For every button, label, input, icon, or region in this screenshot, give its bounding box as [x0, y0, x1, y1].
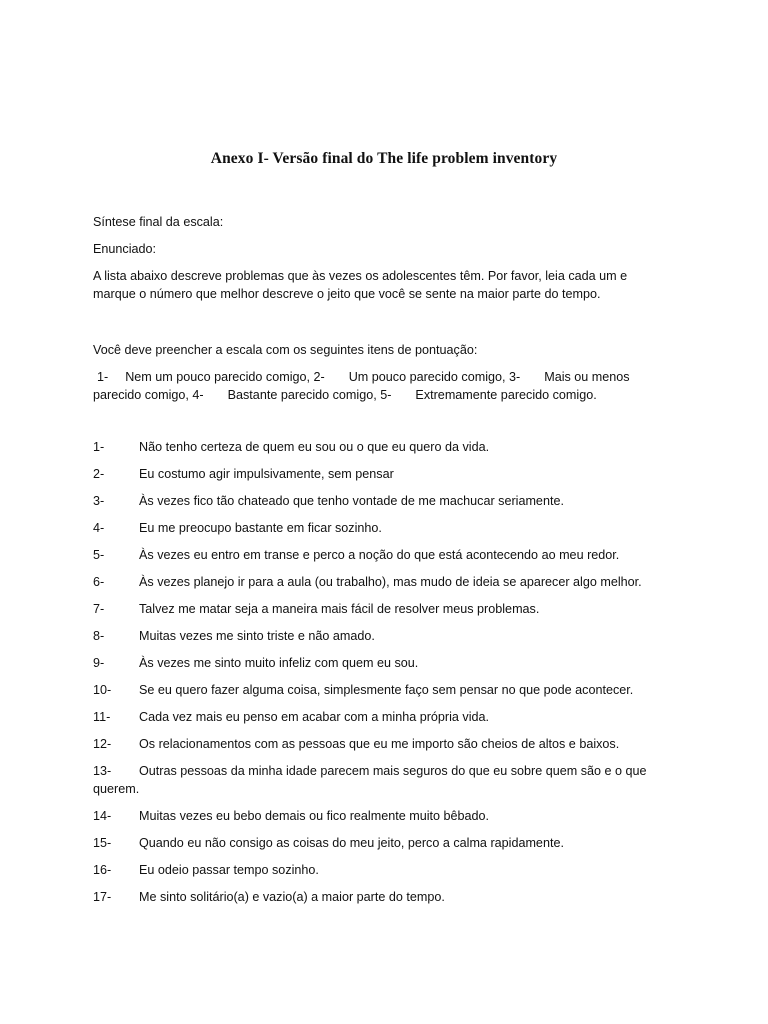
item-number: 6-	[93, 575, 105, 589]
scale-options-row	[93, 386, 673, 404]
intro-line: marque o número que melhor descreve o jeito que você se sente na maior parte do tempo.	[93, 287, 601, 301]
item-text: Às vezes me sinto muito infeliz com quem eu sou.	[139, 656, 419, 670]
list-item	[93, 708, 693, 726]
scale-options	[93, 368, 673, 404]
list-item	[93, 888, 693, 906]
scale-option-5: Extremamente parecido comigo.	[415, 388, 597, 402]
item-text: Talvez me matar seja a maneira mais fácil de resolver meus problemas.	[139, 602, 540, 616]
item-number: 14-	[93, 809, 112, 823]
synthesis-label: Síntese final da escala:	[93, 215, 224, 229]
scale-option-2: Um pouco parecido comigo, 3-	[348, 370, 521, 384]
scale-intro: Você deve preencher a escala com os seguintes itens de pontuação:	[93, 343, 478, 357]
list-item	[93, 627, 693, 645]
item-number: 8-	[93, 629, 105, 643]
scale-option-3-cont: parecido comigo, 4-	[93, 388, 204, 402]
item-text: Quando eu não consigo as coisas do meu jeito, perco a calma rapidamente.	[139, 836, 564, 850]
item-number: 13-	[93, 764, 112, 778]
list-item	[93, 573, 693, 591]
list-item	[93, 834, 693, 852]
item-number: 1-	[93, 440, 105, 454]
scale-option-3: Mais ou menos	[544, 370, 630, 384]
item-number: 17-	[93, 890, 112, 904]
item-text: Os relacionamentos com as pessoas que eu me importo são cheios de altos e baixos.	[139, 737, 620, 751]
document-title: Anexo I- Versão final do The life problem inventory	[210, 150, 558, 167]
item-text: Me sinto solitário(a) e vazio(a) a maior parte do tempo.	[139, 890, 445, 904]
list-item	[93, 807, 693, 825]
item-number: 12-	[93, 737, 112, 751]
list-item	[93, 546, 693, 564]
item-text: Eu me preocupo bastante em ficar sozinho.	[139, 521, 382, 535]
statement-label: Enunciado:	[93, 242, 157, 256]
item-number: 3-	[93, 494, 105, 508]
item-text: Muitas vezes me sinto triste e não amado.	[139, 629, 375, 643]
item-number: 15-	[93, 836, 112, 850]
item-text: Cada vez mais eu penso em acabar com a minha própria vida.	[139, 710, 490, 724]
scale-option-1: Nem um pouco parecido comigo, 2-	[125, 370, 325, 384]
item-number: 10-	[93, 683, 112, 697]
item-text: Não tenho certeza de quem eu sou ou o que eu quero da vida.	[139, 440, 490, 454]
list-item	[93, 438, 693, 456]
item-text: Eu odeio passar tempo sozinho.	[139, 863, 319, 877]
item-text: Se eu quero fazer alguma coisa, simplesmente faço sem pensar no que pode acontecer.	[139, 683, 634, 697]
item-text: Às vezes eu entro em transe e perco a noção do que está acontecendo ao meu redor.	[139, 548, 620, 562]
list-item	[93, 492, 693, 510]
item-list	[93, 438, 693, 915]
item-text: Outras pessoas da minha idade parecem mais seguros do que eu sobre quem são e o que	[139, 764, 647, 778]
intro-line: A lista abaixo descreve problemas que às vezes os adolescentes têm. Por favor, leia cada um e	[93, 269, 628, 283]
scale-options-row	[93, 368, 673, 386]
list-item	[93, 654, 693, 672]
list-item	[93, 861, 693, 879]
item-number: 9-	[93, 656, 105, 670]
item-number: 16-	[93, 863, 112, 877]
item-number: 11-	[93, 710, 111, 724]
item-text: Às vezes fico tão chateado que tenho vontade de me machucar seriamente.	[139, 494, 564, 508]
item-number: 2-	[93, 467, 105, 481]
item-number: 7-	[93, 602, 105, 616]
list-item	[93, 600, 693, 618]
scale-option-num: 1-	[97, 370, 109, 384]
list-item	[93, 465, 693, 483]
list-item	[93, 681, 693, 699]
item-text-continuation: querem.	[93, 782, 140, 796]
list-item	[93, 735, 693, 753]
list-item	[93, 762, 693, 798]
item-text: Muitas vezes eu bebo demais ou fico realmente muito bêbado.	[139, 809, 490, 823]
intro-paragraph	[93, 267, 673, 303]
scale-option-4: Bastante parecido comigo, 5-	[227, 388, 392, 402]
item-number: 5-	[93, 548, 105, 562]
item-number: 4-	[93, 521, 105, 535]
item-text: Eu costumo agir impulsivamente, sem pensar	[139, 467, 394, 481]
list-item	[93, 519, 693, 537]
item-text: Às vezes planejo ir para a aula (ou trabalho), mas mudo de ideia se aparecer algo melhor.	[139, 575, 642, 589]
